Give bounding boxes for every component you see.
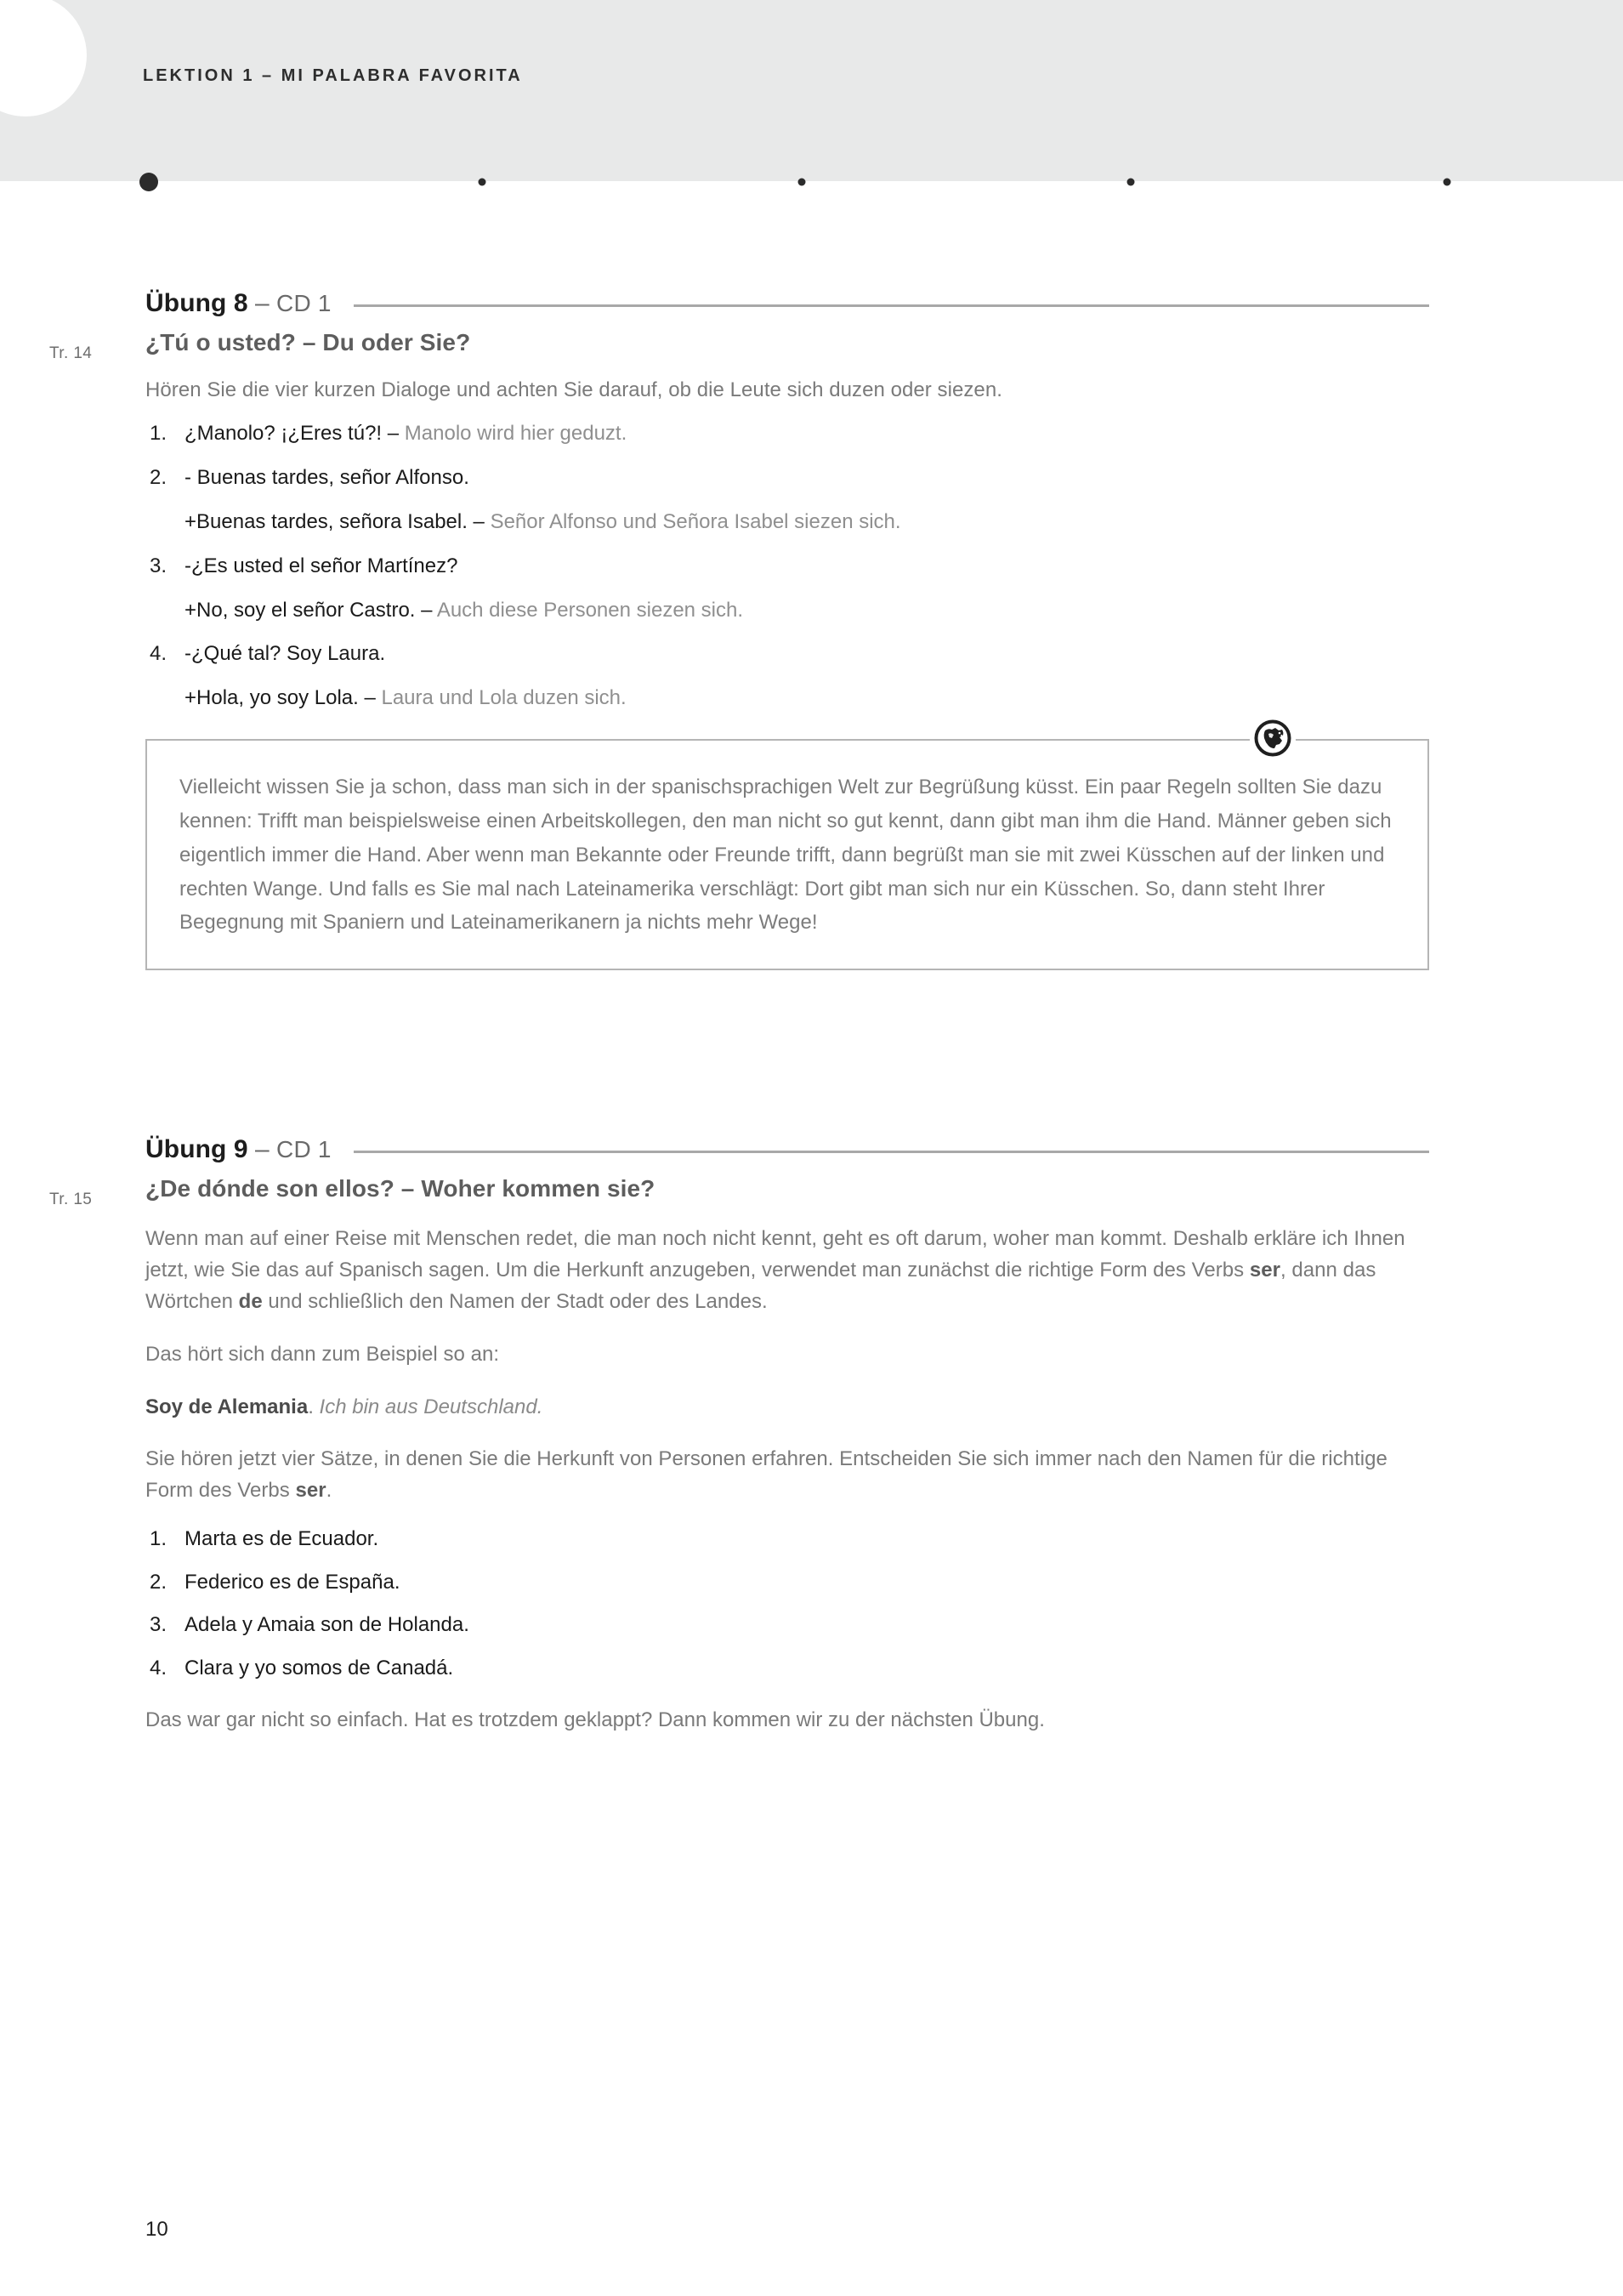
exercise-9-example bbox=[145, 1392, 1429, 1423]
sentence-item bbox=[145, 1611, 1429, 1640]
dialogue-spanish: +Buenas tardes, señora Isabel. – bbox=[184, 510, 491, 534]
exercise-9-cd-label: CD 1 bbox=[276, 1136, 332, 1162]
dialogue-item-number: 1. bbox=[150, 422, 167, 446]
header-dot-row bbox=[0, 167, 1623, 197]
dialogue-item bbox=[145, 552, 1429, 582]
header-dot-4 bbox=[1127, 179, 1135, 186]
sentence-item-number: 1. bbox=[150, 1527, 167, 1551]
exercise-9-closing-text: Das war gar nicht so einfach. Hat es trotzdem geklappt? Dann kommen wir zu der nächsten Übung. bbox=[145, 1708, 1045, 1731]
exercise-8-instruction: Hören Sie die vier kurzen Dialoge und achten Sie darauf, ob die Leute sich duzen oder siezen. bbox=[145, 378, 1002, 401]
dialogue-item-number: 3. bbox=[150, 554, 167, 577]
track-marker-9: Tr. 15 bbox=[49, 1191, 93, 1208]
dialogue-item bbox=[145, 639, 1429, 669]
verb-ser-emphasis-2: ser bbox=[295, 1478, 326, 1502]
dialogue-item-text bbox=[184, 596, 1429, 626]
dialogue-spanish: -¿Es usted el señor Martínez? bbox=[184, 554, 458, 577]
track-marker-8: Tr. 14 bbox=[49, 344, 93, 362]
dialogue-item bbox=[145, 463, 1429, 493]
dialogue-item-number: 2. bbox=[150, 466, 167, 490]
sentence-item-text: Marta es de Ecuador. bbox=[184, 1527, 379, 1551]
verb-ser-emphasis-1: ser bbox=[1249, 1259, 1281, 1282]
exercise-8-dash: – bbox=[247, 289, 277, 317]
exercise-8-subtitle: ¿Tú o usted? – Du oder Sie? bbox=[145, 329, 471, 355]
exercise-8-dialogue-list bbox=[145, 419, 1429, 713]
dialogue-item-text bbox=[184, 463, 1429, 493]
globe-icon bbox=[1250, 715, 1296, 761]
exercise-9-heading bbox=[145, 1135, 1429, 1164]
paragraph-1-part-d: und schließlich den Namen der Stadt oder des Landes. bbox=[262, 1290, 768, 1314]
dialogue-item-number bbox=[145, 508, 184, 537]
dialogue-item-text bbox=[184, 552, 1429, 582]
dialogue-german-note: Manolo wird hier geduzt. bbox=[404, 422, 627, 446]
exercise-9-sentence-list bbox=[145, 1525, 1429, 1682]
dialogue-german-note: Señor Alfonso und Señora Isabel siezen sich. bbox=[490, 510, 901, 534]
dialogue-german-note: Auch diese Personen siezen sich. bbox=[436, 598, 744, 622]
dialogue-spanish: +No, soy el señor Castro. – bbox=[184, 598, 437, 622]
sentence-item-text: Clara y yo somos de Canadá. bbox=[184, 1656, 454, 1679]
dialogue-spanish: ¿Manolo? ¡¿Eres tú?! – bbox=[184, 422, 405, 446]
exercise-8-cd-label: CD 1 bbox=[276, 290, 332, 316]
exercise-8-heading bbox=[145, 289, 1429, 318]
dialogue-item bbox=[145, 684, 1429, 713]
header-dot-5 bbox=[1444, 179, 1451, 186]
culture-info-text: Vielleicht wissen Sie ja schon, dass man sich in der spanischsprachigen Welt zur Begrüßung küsst. Ein paar Regeln sollten Sie dazu kennen: Trifft man beispielsweise einen Arbeitskollegen, den man nicht so gut kennt, dann gibt man ihm die Hand. Männer geben sich eigentlich immer die Hand. Aber wenn man Bekannte oder Freunde trifft, dann begrüßt man sie mit zwei Küsschen auf der linken und rechten Wange. Und falls es Sie mal nach Lateinamerika verschlägt: Dort gibt man sich nur ein Küsschen. So, dann steht Ihrer Begegnung mit Spaniern und Lateinamerikanern ja nichts mehr Wege! bbox=[179, 776, 1392, 935]
example-separator: . bbox=[308, 1395, 320, 1418]
sentence-item-text: Adela y Amaia son de Holanda. bbox=[184, 1613, 469, 1637]
exercise-9-paragraph-3 bbox=[145, 1443, 1429, 1506]
exercise-9-subtitle: ¿De dónde son ellos? – Woher kommen sie? bbox=[145, 1175, 655, 1202]
example-spanish: Soy de Alemania bbox=[145, 1395, 309, 1418]
sentence-item bbox=[145, 1654, 1429, 1683]
header-dot-2 bbox=[479, 179, 486, 186]
exercise-9-block bbox=[145, 1135, 1429, 1736]
dialogue-spanish: - Buenas tardes, señor Alfonso. bbox=[184, 466, 469, 490]
exercise-9-title: Übung 9 bbox=[145, 1135, 248, 1163]
exercise-9-paragraph-1 bbox=[145, 1223, 1429, 1318]
dialogue-item bbox=[145, 508, 1429, 537]
dialogue-item bbox=[145, 596, 1429, 626]
dialogue-item bbox=[145, 419, 1429, 449]
exercise-9-paragraph-2: Das hört sich dann zum Beispiel so an: bbox=[145, 1342, 500, 1366]
sentence-item bbox=[145, 1568, 1429, 1597]
word-de-emphasis: de bbox=[238, 1290, 263, 1314]
header-dot-3 bbox=[798, 179, 806, 186]
page-header-band bbox=[0, 0, 1623, 181]
paragraph-1-part-c: , dann das Wörtchen bbox=[145, 1259, 1376, 1314]
example-german-translation: Ich bin aus Deutschland. bbox=[319, 1395, 543, 1418]
sentence-item-number: 4. bbox=[150, 1656, 167, 1679]
exercise-8-title: Übung 8 bbox=[145, 289, 248, 317]
dialogue-spanish: -¿Qué tal? Soy Laura. bbox=[184, 642, 386, 666]
sentence-item bbox=[145, 1525, 1429, 1554]
culture-info-box bbox=[145, 739, 1429, 970]
page-number: 10 bbox=[145, 2218, 168, 2241]
dialogue-spanish: +Hola, yo soy Lola. – bbox=[184, 686, 382, 710]
lesson-title: LEKTION 1 – MI PALABRA FAVORITA bbox=[143, 66, 523, 85]
header-dot-1 bbox=[139, 173, 158, 191]
header-circle-cutout bbox=[0, 0, 87, 117]
sentence-item-number: 2. bbox=[150, 1570, 167, 1594]
dialogue-item-text bbox=[184, 508, 1429, 537]
dialogue-item-number: 4. bbox=[150, 642, 167, 666]
dialogue-item-number bbox=[145, 596, 184, 626]
paragraph-3-part-c: . bbox=[326, 1478, 332, 1502]
exercise-9-dash: – bbox=[247, 1135, 277, 1163]
exercise-8-block bbox=[145, 289, 1429, 970]
exercise-8-heading-rule bbox=[354, 304, 1429, 307]
dialogue-item-text bbox=[184, 684, 1429, 713]
paragraph-1-part-a: Wenn man auf einer Reise mit Menschen redet, die man noch nicht kennt, geht es oft darum, woher man kommt. Deshalb erkläre ich Ihnen jetzt, wie Sie das auf Spanisch sagen. Um die Herkunft anzugeben, verwendet man zunächst die richtige Form des Verbs bbox=[145, 1227, 1405, 1282]
exercise-9-heading-rule bbox=[354, 1151, 1429, 1153]
sentence-item-text: Federico es de España. bbox=[184, 1570, 400, 1594]
sentence-item-number: 3. bbox=[150, 1613, 167, 1637]
dialogue-german-note: Laura und Lola duzen sich. bbox=[381, 686, 627, 710]
paragraph-3-part-a: Sie hören jetzt vier Sätze, in denen Sie die Herkunft von Personen erfahren. Entscheiden Sie sich immer nach den Namen für die richtige Form des Verbs bbox=[145, 1446, 1387, 1502]
dialogue-item-text bbox=[184, 419, 1429, 449]
dialogue-item-text bbox=[184, 639, 1429, 669]
dialogue-item-number bbox=[145, 684, 184, 713]
